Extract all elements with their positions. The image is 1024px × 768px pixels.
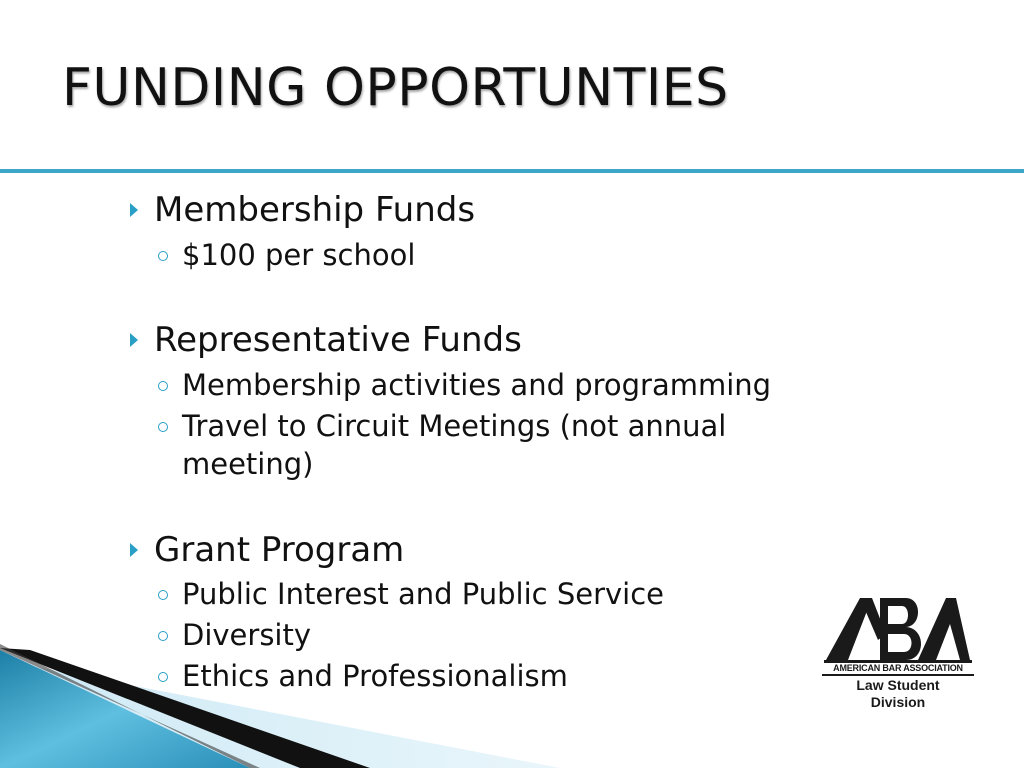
bullet-arrow-icon: [130, 203, 138, 217]
slide-title: FUNDING OPPORTUNTIES: [62, 58, 729, 118]
bullet-arrow-icon: [130, 333, 138, 347]
sub-bullet: [158, 366, 822, 404]
bullet-grant-program: [130, 530, 404, 570]
ring-bullet-icon: [158, 631, 168, 641]
bullet-representative-funds: [130, 320, 522, 360]
aba-law-student-division-logo: [822, 594, 974, 714]
sub-bullet: [158, 236, 822, 274]
logo-division-name: [822, 677, 974, 711]
bullet-arrow-icon: [130, 543, 138, 557]
ring-bullet-icon: [158, 422, 168, 432]
ring-bullet-icon: [158, 381, 168, 391]
sub-bullet-label: $100 per school: [182, 238, 416, 272]
sub-bullet: [158, 407, 832, 483]
bullet-heading: Membership Funds: [154, 190, 476, 230]
sub-bullet-label: Travel to Circuit Meetings (not annual meeting): [182, 409, 727, 481]
ring-bullet-icon: [158, 590, 168, 600]
sub-bullet-label: Public Interest and Public Service: [182, 577, 665, 611]
logo-divider: [822, 674, 974, 676]
sub-bullet-label: Ethics and Professionalism: [182, 659, 568, 693]
bullet-membership-funds: [130, 190, 475, 230]
sub-bullet: [158, 575, 822, 613]
sub-bullet-label: Diversity: [182, 618, 312, 652]
sub-bullet: [158, 616, 822, 654]
sub-bullet-label: Membership activities and programming: [182, 368, 772, 402]
sub-bullet: [158, 657, 822, 695]
bullet-heading: Grant Program: [154, 530, 405, 570]
aba-mark-icon: [822, 594, 974, 664]
logo-division-line2: Division: [870, 694, 926, 710]
logo-division-line1: Law Student: [856, 677, 940, 693]
ring-bullet-icon: [158, 251, 168, 261]
bullet-heading: Representative Funds: [154, 320, 522, 360]
ring-bullet-icon: [158, 672, 168, 682]
logo-association-name: AMERICAN BAR ASSOCIATION: [833, 663, 963, 673]
